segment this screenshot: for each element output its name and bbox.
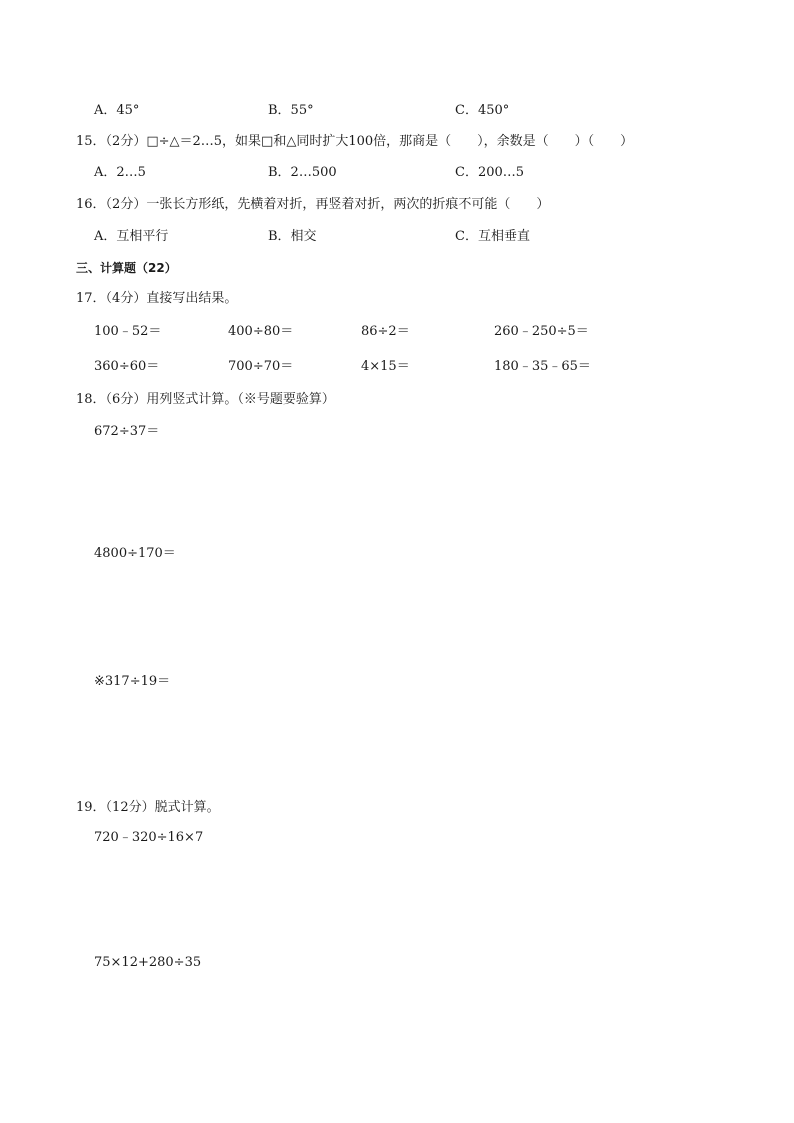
q17-expr: 700÷70＝ — [228, 359, 294, 374]
q17-expr: 86÷2＝ — [361, 324, 410, 339]
section-title: 三、计算题（22） — [76, 261, 177, 275]
q17-expr: 4×15＝ — [361, 359, 410, 374]
q14-option-c: C．450° — [455, 103, 510, 118]
q16-option-a: A．互相平行 — [94, 229, 169, 244]
q17-expr: 100﹣52＝ — [94, 324, 162, 339]
q17-expr: 260﹣250÷5＝ — [494, 324, 589, 339]
q19-stem: 19．（12分）脱式计算。 — [76, 800, 220, 815]
q19-problem: 75×12+280÷35 — [94, 955, 202, 970]
q18-problem: ※317÷19＝ — [94, 674, 171, 689]
q15-stem-text: ÷△＝2…5，如果□和△同时扩大100倍，那商是（ ），余数是（ ）（ ） — [158, 134, 634, 149]
q17-expr: 400÷80＝ — [228, 324, 294, 339]
q15-prefix: 15．（2分） — [76, 134, 147, 149]
q15-option-a: A．2…5 — [94, 165, 146, 180]
q15-stem — [76, 134, 633, 150]
q14-option-b: B．55° — [268, 103, 314, 118]
q18-problem: 4800÷170＝ — [94, 546, 176, 561]
q16-option-c: C．互相垂直 — [455, 229, 530, 244]
q18-problem: 672÷37＝ — [94, 424, 160, 439]
q14-option-a: A．45° — [94, 103, 140, 118]
q15-box-symbol: □ — [146, 134, 159, 149]
q17-expr: 180﹣35﹣65＝ — [494, 359, 591, 374]
q16-option-b: B．相交 — [268, 229, 317, 244]
q18-stem: 18．（6分）用列竖式计算。（※号题要验算） — [76, 392, 335, 407]
q15-option-c: C．200…5 — [455, 165, 525, 180]
q19-problem: 720﹣320÷16×7 — [94, 830, 204, 845]
q15-option-b: B．2…500 — [268, 165, 337, 180]
q17-stem: 17．（4分）直接写出结果。 — [76, 291, 238, 306]
q16-stem: 16．（2分）一张长方形纸，先横着对折，再竖着对折，两次的折痕不可能（ ） — [76, 197, 550, 212]
q17-expr: 360÷60＝ — [94, 359, 160, 374]
